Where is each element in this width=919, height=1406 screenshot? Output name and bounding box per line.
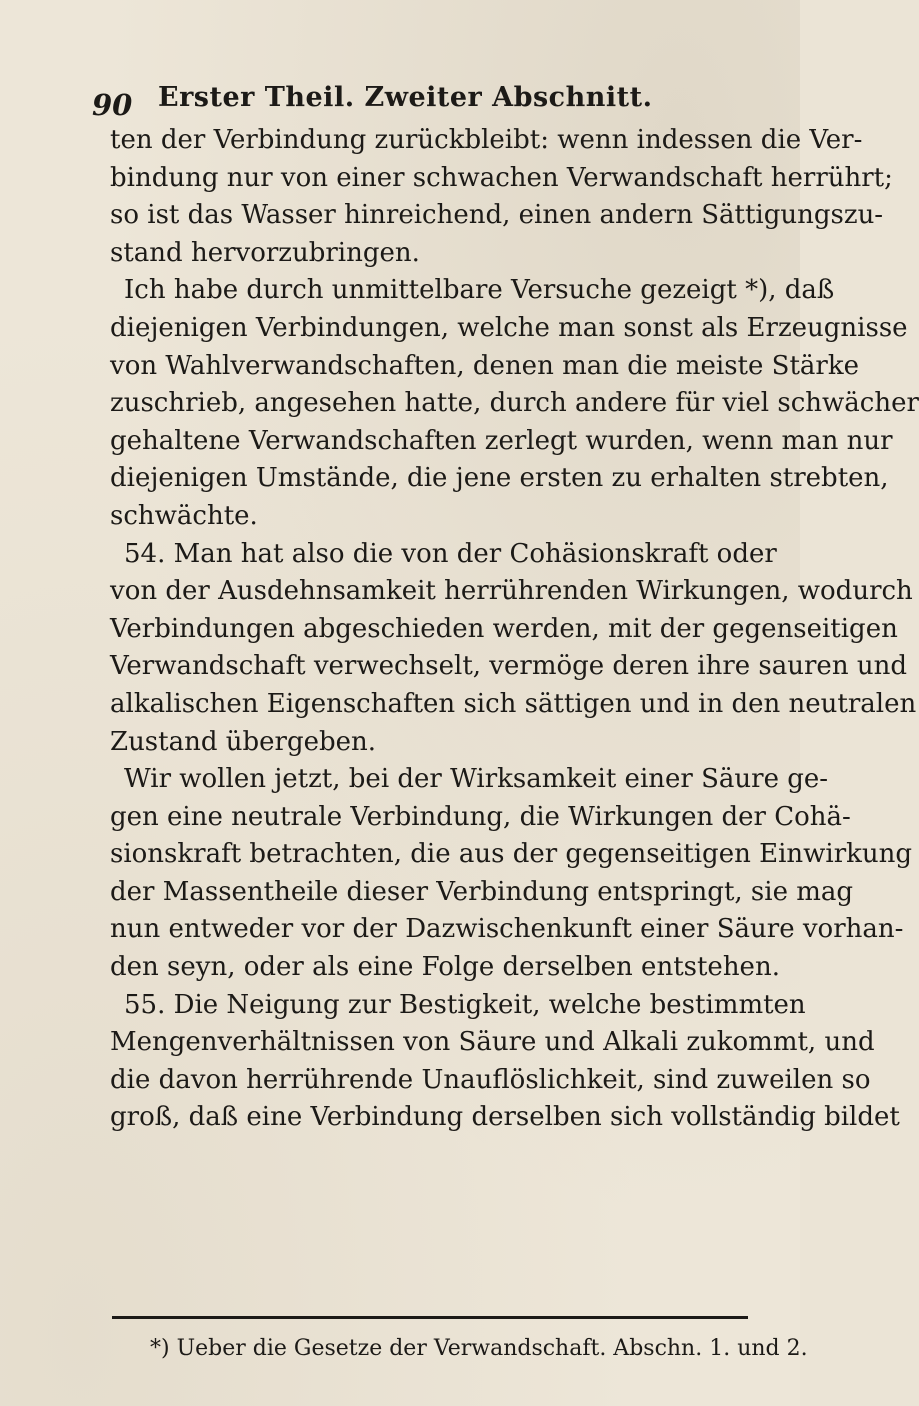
text-line: von Wahlverwandschaften, denen man die meiste Stärke — [110, 350, 859, 381]
text-line: Verwandschaft verwechselt, vermöge deren ihre sauren und — [110, 651, 907, 682]
text-line: diejenigen Verbindungen, welche man sonst als Erzeugnisse — [110, 312, 908, 343]
text-line: der Massentheile dieser Verbindung entspringt, sie mag — [110, 876, 854, 907]
text-line: gehaltene Verwandschaften zerlegt wurden, wenn man nur — [110, 425, 893, 456]
footnote: *) Ueber die Gesetze der Verwandschaft. Abschn. 1. und 2. — [150, 1336, 808, 1361]
text-line: alkalischen Eigenschaften sich sättigen und in den neutralen — [110, 688, 917, 719]
text-line: bindung nur von einer schwachen Verwandschaft herrührt; — [110, 162, 893, 193]
body-text — [110, 122, 919, 1137]
text-line: Verbindungen abgeschieden werden, mit der gegenseitigen — [110, 613, 898, 644]
text-line: Mengenverhältnissen von Säure und Alkali zukommt, und — [110, 1027, 875, 1058]
page-number: 90 — [92, 88, 133, 122]
text-line: stand hervorzubringen. — [110, 237, 420, 268]
text-line: den seyn, oder als eine Folge derselben entstehen. — [110, 952, 780, 983]
running-head: Erster Theil. Zweiter Abschnitt. — [158, 82, 653, 113]
footnote-rule — [112, 1316, 748, 1319]
text-line: sionskraft betrachten, die aus der gegenseitigen Einwirkung — [110, 839, 913, 870]
text-line: 55. Die Neigung zur Bestigkeit, welche bestimmten — [124, 989, 806, 1020]
text-line: schwächte. — [110, 500, 258, 531]
text-line: 54. Man hat also die von der Cohäsionskraft oder — [124, 538, 777, 569]
text-line: diejenigen Umstände, die jene ersten zu erhalten strebten, — [110, 463, 889, 494]
page-header — [92, 82, 732, 122]
text-line: so ist das Wasser hinreichend, einen andern Sättigungszu- — [110, 200, 884, 231]
text-line: ten der Verbindung zurückbleibt: wenn indessen die Ver- — [110, 125, 863, 155]
text-line: groß, daß eine Verbindung derselben sich vollständig bildet — [110, 1102, 900, 1133]
text-line: die davon herrührende Unauflöslichkeit, sind zuweilen so — [110, 1064, 871, 1095]
text-line: Wir wollen jetzt, bei der Wirksamkeit einer Säure ge- — [124, 764, 829, 795]
text-line: nun entweder vor der Dazwischenkunft einer Säure vorhan- — [110, 914, 904, 945]
text-line: Ich habe durch unmittelbare Versuche gezeigt *), daß — [124, 275, 835, 306]
text-line: gen eine neutrale Verbindung, die Wirkungen der Cohä- — [110, 801, 851, 832]
text-line: zuschrieb, angesehen hatte, durch andere für viel schwächer — [110, 388, 919, 419]
text-line: Zustand übergeben. — [110, 726, 377, 757]
text-line: von der Ausdehnsamkeit herrührenden Wirkungen, wodurch — [110, 576, 913, 607]
